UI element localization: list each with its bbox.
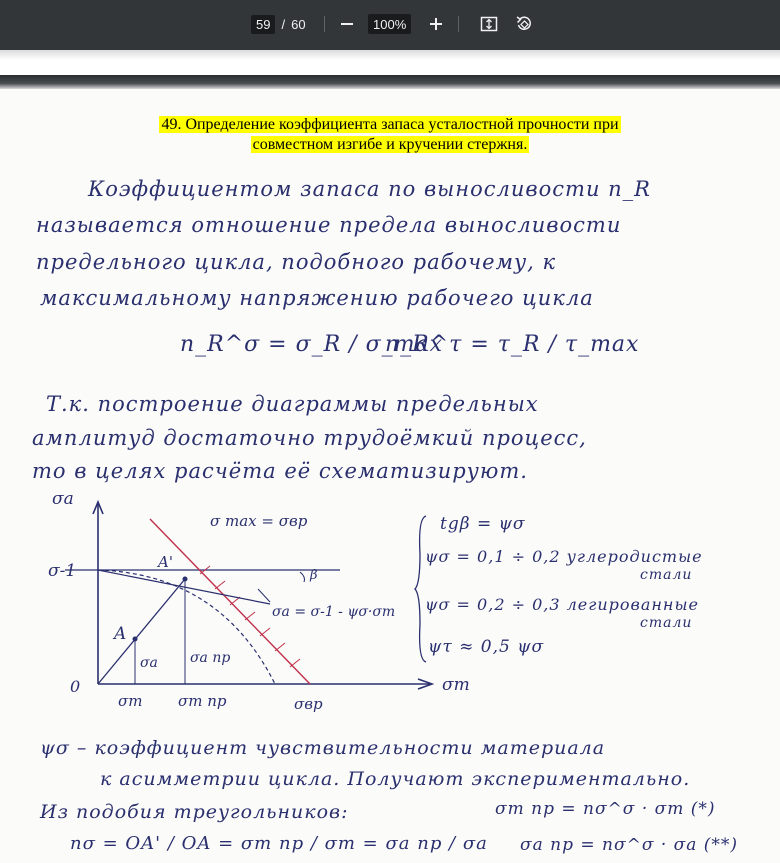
fit-page-icon	[480, 15, 498, 33]
similarity-formula: nσ = OA' / OA = σm пр / σm = σa пр / σa	[70, 833, 488, 854]
beta-label: β	[310, 568, 318, 583]
point-a1-label: A'	[158, 553, 173, 571]
axis-y-label: σa	[52, 489, 74, 509]
sa-label: σa	[140, 655, 158, 671]
hand-line: ψσ – коэффициент чувствительности материала	[40, 737, 606, 759]
hand-line: предельного цикла, подобного рабочему, к	[36, 250, 557, 274]
hand-line: к асимметрии цикла. Получают экспериментально.	[100, 768, 691, 790]
line-equation-label: σa = σ-1 - ψσ·σm	[272, 604, 396, 620]
hand-line: амплитуд достаточно трудоёмкий процесс,	[32, 426, 587, 450]
title-line-1: 49. Определение коэффициента запаса усталостной прочности при	[161, 116, 619, 133]
hand-line: Из подобия треугольников:	[40, 801, 349, 823]
s-vr-label: σвр	[294, 695, 323, 713]
formula-star: σm пр = nσ^σ · σm (*)	[495, 799, 716, 819]
page-shadow	[0, 50, 780, 60]
hand-line: максимальному напряжению рабочего цикла	[40, 286, 594, 310]
sigma-max-label: σ max = σвр	[210, 512, 308, 530]
limit-amplitude-diagram	[0, 484, 470, 724]
note-line: tgβ = ψσ	[440, 514, 526, 534]
pointer-arrow	[258, 589, 270, 602]
note-line: стали	[640, 615, 693, 631]
formula-double-star: σa пр = nσ^σ · σa (**)	[520, 835, 739, 855]
toolbar-divider	[324, 16, 325, 32]
sm-pr-label: σm пр	[178, 692, 227, 710]
note-line: ψσ = 0,1 ÷ 0,2 углеродистые	[425, 547, 703, 566]
zoom-level-input[interactable]: 100%	[368, 14, 411, 34]
page-indicator	[251, 14, 306, 34]
minus-icon	[340, 17, 354, 31]
origin-label: 0	[70, 677, 81, 696]
point-a	[133, 637, 138, 642]
rotate-icon	[515, 15, 533, 33]
page-title	[0, 115, 780, 155]
sigma-minus1-label: σ-1	[48, 561, 77, 581]
note-line: стали	[640, 567, 693, 583]
schematized-line	[98, 570, 270, 604]
hand-line: Т.к. построение диаграммы предельных	[46, 392, 539, 416]
current-page-input[interactable]: 59	[251, 15, 275, 34]
zoom-in-button[interactable]	[425, 13, 447, 35]
point-a1	[183, 577, 188, 582]
formula-n-sigma: n_R^σ = σ_R / σ_max	[180, 332, 443, 357]
pdf-toolbar	[0, 0, 780, 50]
sa-pr-label: σa пр	[190, 650, 231, 666]
pdf-page	[0, 89, 780, 863]
page-gap	[0, 75, 780, 89]
hand-line: называется отношение предела выносливости	[36, 213, 622, 237]
page-separator: /	[281, 16, 286, 32]
hand-line: Коэффициентом запаса по выносливости n_R	[88, 177, 651, 201]
hand-line: то в целях расчёта её схематизируют.	[32, 459, 528, 483]
sm-label: σm	[118, 692, 143, 710]
title-line-2: совместном изгибе и кручении стержня.	[252, 136, 528, 153]
fit-to-page-button[interactable]	[478, 13, 500, 35]
note-line: ψσ = 0,2 ÷ 0,3 легированные	[425, 595, 699, 614]
total-pages: 60	[291, 16, 306, 32]
point-a-label: A	[114, 624, 127, 644]
note-line: ψτ ≈ 0,5 ψσ	[428, 637, 545, 657]
axis-x-label: σm	[442, 675, 470, 695]
toolbar-divider	[458, 16, 459, 32]
plus-icon	[429, 17, 443, 31]
zoom-out-button[interactable]	[336, 13, 358, 35]
beta-arc	[300, 572, 305, 582]
formula-n-tau: n_R^τ = τ_R / τ_max	[385, 332, 640, 357]
rotate-button[interactable]	[513, 13, 535, 35]
